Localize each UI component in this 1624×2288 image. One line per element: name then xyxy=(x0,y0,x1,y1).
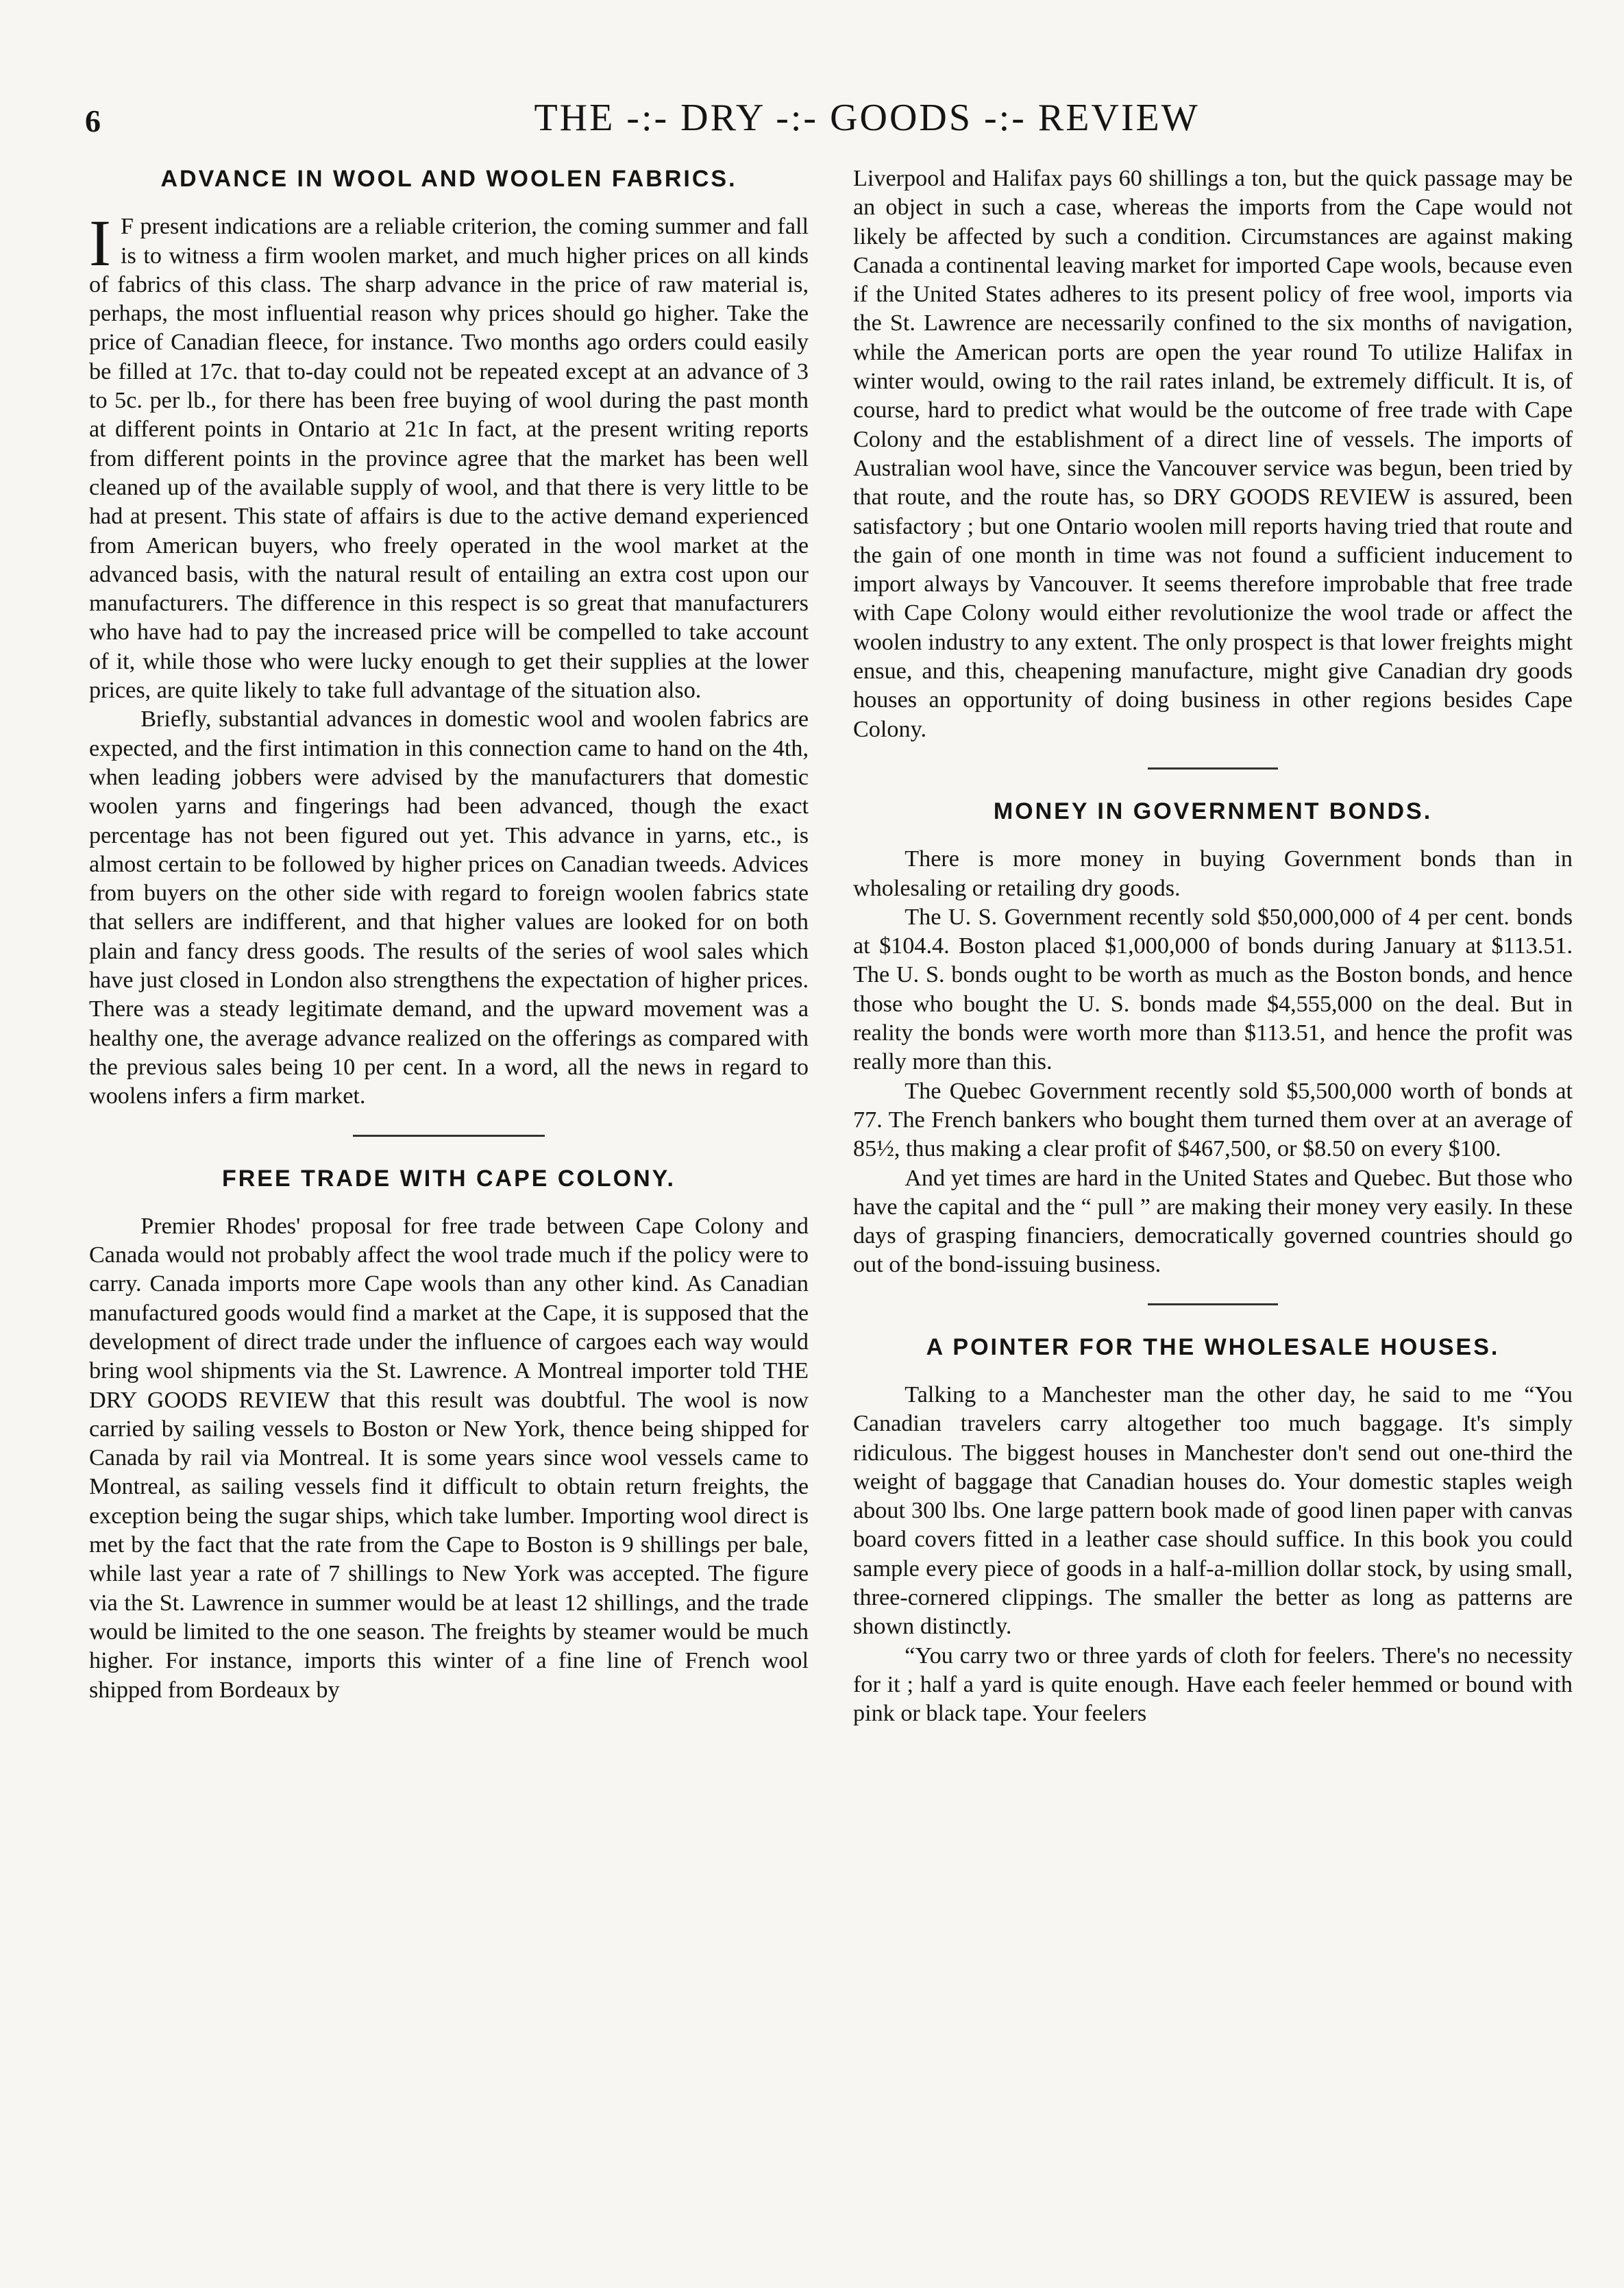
article-pointer xyxy=(853,1333,1573,1729)
headline-wool: ADVANCE IN WOOL AND WOOLEN FABRICS. xyxy=(160,166,737,192)
left-column xyxy=(89,164,809,1705)
article-cape-colony-continued xyxy=(853,164,1573,744)
section-divider xyxy=(353,1135,545,1137)
article-paragraph: There is more money in buying Government bonds than in wholesaling or retailing dry goods. xyxy=(853,846,1573,901)
article-cape-colony xyxy=(89,1164,809,1705)
headline-pointer: A POINTER FOR THE WHOLESALE HOUSES. xyxy=(926,1333,1500,1360)
right-column xyxy=(853,164,1573,1729)
article-paragraph-continued: Liverpool and Halifax pays 60 shillings a ton, but the quick passage may be an object in such a case, whereas the imports from the Cape would not likely be affected by such a condition. Circumstances are against making Canada a continental leaving market for imported Cape wools, because even if the United States adheres to its present policy of free wool, imports via the St. Lawrence are necessarily confined to the six months of navigation, while the American ports are open the year round To utilize Halifax in winter would, owing to the rail rates inland, be extremely difficult. It is, of course, hard to predict what would be the outcome of free trade with Cape Colony and the establishment of a direct line of vessels. The imports of Australian wool have, since the Vancouver service was begun, been tried by that route, and the route has, so DRY GOODS REVIEW is assured, been satisfactory ; but one Ontario woolen mill reports having tried that route and the gain of one month in time was not found a sufficient inducement to import always by Vancouver. It seems therefore improbable that free trade with Cape Colony would either revolutionize the wool trade or affect the woolen industry to any extent. The only prospect is that lower freights might ensue, and this, cheapening manufacture, might give Canadian dry goods houses an opportunity of doing business in other regions besides Cape Colony. xyxy=(853,166,1573,742)
masthead-title: THE -:- DRY -:- GOODS -:- REVIEW xyxy=(534,97,1200,139)
article-paragraph: “You carry two or three yards of cloth for feelers. There's no necessity for it ; half a yard is quite enough. Have each feeler hemmed or bound with pink or black tape. Your feelers xyxy=(853,1643,1573,1727)
article-paragraph: The Quebec Government recently sold $5,500,000 worth of bonds at 77. The French bankers who bought them turned them over at an average of 85½, thus making a clear profit of $467,500, or $8.50 on every $100. xyxy=(853,1078,1573,1162)
section-divider xyxy=(1148,767,1278,770)
paragraph-text: F present indications are a reliable criterion, the coming summer and fall is to witness a firm woolen market, and much higher prices on all kinds of fabrics of this class. The sharp advance in the price of raw material is, perhaps, the most influential reason why prices should go higher. Take the price of Canadian fleece, for instance. Two months ago orders could easily be filled at 17c. that to-day could not be repeated except at an advance of 3 to 5c. per lb., for there has been free buying of wool during the past month at different points in Ontario at 21c In fact, at the present writing reports from different points in the province agree that the market has been well cleaned up of the available supply of wool, and that there is very little to be had at present. This state of affairs is due to the active demand experienced from American buyers, who freely operated in the wool market at the advanced basis, with the natural result of entailing an extra cost upon our manufacturers. The difference in this respect is so great that manufacturers who have had to pay the increased price will be compelled to take account of it, while those who were lucky enough to get their supplies at the lower prices, are quite likely to take full advantage of the situation also. xyxy=(89,214,809,704)
article-paragraph: The U. S. Government recently sold $50,000,000 of 4 per cent. bonds at $104.4. Boston placed $1,000,000 of bonds during January at $113.51. The U. S. bonds ought to be worth as much as the Boston bonds, and hence those who bought the U. S. bonds made $4,555,000 on the deal. But in reality the bonds were worth more than $113.51, and hence the profit was really more than this. xyxy=(853,904,1573,1075)
headline-bonds: MONEY IN GOVERNMENT BONDS. xyxy=(993,798,1433,824)
article-paragraph xyxy=(89,206,809,705)
article-paragraph: Briefly, substantial advances in domestic wool and woolen fabrics are expected, and the first intimation in this connection came to hand on the 4th, when leading jobbers were advised by the manufacturers that domestic woolen yarns and fingerings had been advanced, though the exact percentage has not been figured out yet. This advance in yarns, etc., is almost certain to be followed by higher prices on Canadian tweeds. Advices from buyers on the other side with regard to foreign woolen fabrics state that sellers are indifferent, and that higher values are looked for on both plain and fancy dress goods. The results of the series of wool sales which have just closed in London also strengthens the expectation of higher prices. There was a steady legitimate demand, and the upward movement was a healthy one, the average advance realized on the offerings as compared with the previous sales being 10 per cent. In a word, all the news in regard to woolens infers a firm market. xyxy=(89,706,809,1109)
article-wool xyxy=(89,164,809,1111)
drop-cap: I xyxy=(89,206,111,280)
article-paragraph: And yet times are hard in the United States and Quebec. But those who have the capital and the “ pull ” are making their money very easily. In these days of grasping financiers, democratically governed countries should go out of the bond-issuing business. xyxy=(853,1165,1573,1278)
article-bonds xyxy=(853,797,1573,1280)
page-number: 6 xyxy=(85,103,101,138)
headline-cape-colony: FREE TRADE WITH CAPE COLONY. xyxy=(221,1165,676,1192)
section-divider xyxy=(1148,1303,1278,1305)
article-paragraph: Talking to a Manchester man the other day, he said to me “You Canadian travelers carry altogether too much baggage. It's simply ridiculous. The biggest houses in Manchester don't send out one-third the weight of baggage that Canadian houses do. Your domestic staples weigh about 300 lbs. One large pattern book made of good linen paper with canvas board covers fitted in a leather case should suffice. In this book you could sample every piece of goods in a half-a-million dollar stock, by using small, three-cornered clippings. The smaller the better as long as patterns are shown distinctly. xyxy=(853,1381,1573,1640)
article-paragraph: Premier Rhodes' proposal for free trade between Cape Colony and Canada would not probably affect the wool trade much if the policy were to carry. Canada imports more Cape wools than any other kind. As Canadian manufactured goods would find a market at the Cape, it is supposed that the development of direct trade under the influence of cargoes each way would bring wool shipments via the St. Lawrence. A Montreal importer told THE DRY GOODS REVIEW that this result was doubtful. The wool is now carried by sailing vessels to Boston or New York, thence being shipped for Canada by rail via Montreal. It is some years since wool vessels came to Montreal, as sailing vessels find it difficult to obtain return freights, the exception being the sugar ships, which take lumber. Importing wool direct is met by the fact that the rate from the Cape to Boston is 9 shillings per bale, while last year a rate of 7 shillings to New York was accepted. The figure via the St. Lawrence in summer would be at least 12 shillings, and the trade would be limited to the one season. The freights by steamer would be much higher. For instance, imports this winter of a fine line of French wool shipped from Bordeaux by xyxy=(89,1213,809,1703)
